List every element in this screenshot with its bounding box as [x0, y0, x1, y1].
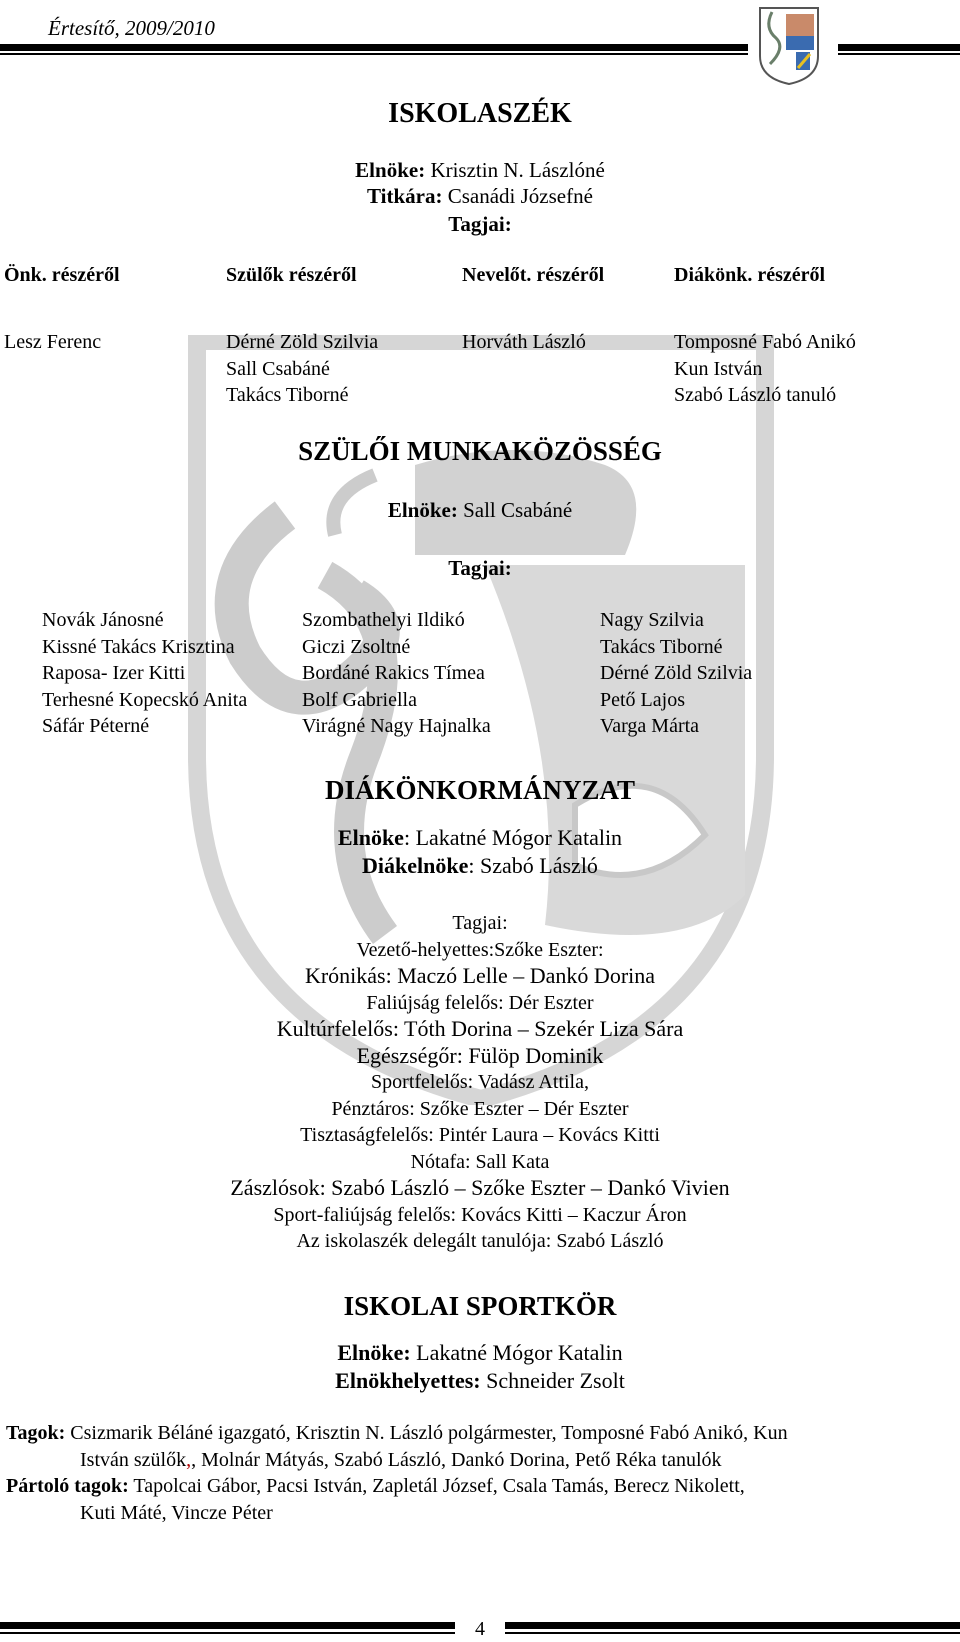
list-item: Krónikás: Maczó Lelle – Dankó Dorina	[304, 963, 656, 988]
chair-name: Sall Csabáné	[463, 498, 573, 522]
members-text-comma: ,	[186, 1448, 192, 1471]
iskolaszek-members-label	[0, 212, 960, 237]
list-item: Sportfelelős: Vadász Attila,	[371, 1071, 589, 1093]
sportkor-vice-chair	[0, 1368, 960, 1394]
sportkor-chair	[0, 1340, 960, 1366]
vice-chair-name: Schneider Zsolt	[486, 1368, 625, 1393]
list-item: Horváth László	[462, 331, 586, 353]
col-onk-members	[4, 329, 101, 356]
members-label: Tagjai:	[448, 556, 512, 580]
list-item: Dérné Zöld Szilvia	[600, 662, 753, 684]
header-rule-right	[838, 44, 960, 51]
supporters-line	[6, 1473, 956, 1500]
members-text-parents: István szülők	[80, 1448, 187, 1471]
list-item: Nagy Szilvia	[600, 609, 704, 631]
list-item: Virágné Nagy Hajnalka	[302, 715, 491, 737]
chair-label: Elnöke:	[387, 498, 458, 522]
chair-name: Krisztin N. Lászlóné	[430, 158, 605, 182]
szuloi-members-label	[0, 556, 960, 581]
list-item: Kissné Takács Krisztina	[42, 635, 235, 658]
list-item: Takács Tiborné	[226, 384, 349, 406]
list-item: Terhesné Kopecskó Anita	[42, 688, 248, 711]
student-chair-name: : Szabó László	[468, 853, 598, 878]
iskolaszek-secretary	[0, 184, 960, 209]
school-crest-logo	[756, 4, 822, 86]
list-item: Bolf Gabriella	[302, 688, 417, 711]
list-item: Sall Csabáné	[226, 357, 330, 380]
members-label: Tagok:	[6, 1422, 66, 1444]
col-title-diakonk: Diákönk. részéről	[674, 264, 826, 286]
dok-chair	[0, 825, 960, 851]
sportkor-heading: ISKOLAI SPORTKÖR	[343, 1291, 617, 1321]
list-item: Dérné Zöld Szilvia	[226, 331, 379, 353]
supporters-label: Pártoló tagok:	[6, 1475, 129, 1497]
list-item: Nótafa: Sall Kata	[410, 1150, 550, 1173]
publication-title: Értesítő, 2009/2010	[48, 16, 215, 40]
list-item: Novák Jánosné	[42, 609, 164, 631]
chair-label: Elnöke:	[337, 1340, 411, 1365]
chair-label: Elnöke	[337, 825, 404, 850]
list-item: Lesz Ferenc	[4, 331, 102, 353]
header-rule-left-thin	[0, 53, 748, 55]
col-title-nevelot: Nevelőt. részéről	[462, 264, 605, 286]
szuloi-col-3	[600, 607, 752, 740]
members-line	[6, 1420, 956, 1447]
list-item: Pető Lajos	[600, 688, 685, 711]
list-item: Tisztaságfelelős: Pintér Laura – Kovács Kitti	[300, 1124, 660, 1146]
list-item: Varga Márta	[600, 715, 700, 737]
members-text-students: , Molnár Mátyás, Szabó László, Dankó Dorina, Pető Réka tanulók	[191, 1448, 722, 1471]
page-number: 4	[475, 1618, 485, 1640]
list-item: Zászlósok: Szabó László – Szőke Eszter – Dankó Vivien	[230, 1175, 730, 1200]
list-item: Vezető-helyettes:Szőke Eszter:	[356, 938, 604, 961]
dok-student-chair	[0, 853, 960, 879]
iskolaszek-chair	[0, 158, 960, 183]
header-rule-right-thin	[838, 53, 960, 55]
members-line-cont	[6, 1447, 956, 1474]
diakonkormanyzat-heading: DIÁKÖNKORMÁNYZAT	[325, 775, 635, 805]
szuloi-chair	[0, 498, 960, 523]
list-item: Kun István	[674, 357, 763, 380]
col-title-szulok: Szülők részéről	[226, 264, 357, 286]
list-item: Sport-faliújság felelős: Kovács Kitti – Kaczur Áron	[273, 1203, 687, 1226]
list-item: Szabó László tanuló	[674, 384, 837, 406]
dok-members-list	[0, 910, 960, 1255]
supporters-line-cont: Kuti Máté, Vincze Péter	[80, 1501, 273, 1524]
szuloi-heading: SZÜLŐI MUNKAKÖZÖSSÉG	[298, 436, 662, 466]
vice-chair-label: Elnökhelyettes:	[335, 1368, 481, 1393]
members-label: Tagjai:	[448, 212, 512, 236]
col-szulok-members	[226, 329, 378, 409]
col-nevelot-members	[462, 329, 586, 356]
supporters-text: Tapolcai Gábor, Pacsi István, Zapletál József, Csala Tamás, Berecz Nikolett,	[133, 1475, 745, 1497]
chair-label: Elnöke:	[355, 158, 426, 182]
iskolaszek-heading: ISKOLASZÉK	[388, 98, 572, 129]
header-rule-left	[0, 44, 748, 51]
list-item: Giczi Zsoltné	[302, 635, 411, 658]
list-item: Pénztáros: Szőke Eszter – Dér Eszter	[331, 1097, 629, 1120]
list-item: Szombathelyi Ildikó	[302, 609, 465, 631]
list-item: Az iskolaszék delegált tanulója: Szabó László	[296, 1230, 664, 1252]
list-item: Raposa- Izer Kitti	[42, 662, 186, 684]
szuloi-col-2	[302, 607, 491, 740]
list-item: Takács Tiborné	[600, 635, 723, 658]
list-item: Tomposné Fabó Anikó	[674, 331, 856, 353]
chair-name: : Lakatné Mógor Katalin	[403, 825, 623, 850]
col-title-onk: Önk. részéről	[4, 264, 120, 286]
list-item: Sáfár Péterné	[42, 715, 150, 737]
list-item: Kultúrfelelős: Tóth Dorina – Szekér Liza Sára	[276, 1016, 684, 1041]
list-item: Egészségőr: Fülöp Dominik	[356, 1042, 604, 1068]
list-item: Faliújság felelős: Dér Eszter	[366, 991, 594, 1014]
student-chair-label: Diákelnöke	[362, 853, 469, 878]
list-item: Bordáné Rakics Tímea	[302, 662, 485, 684]
members-label: Tagjai:	[452, 912, 508, 934]
szuloi-col-1	[42, 607, 247, 740]
secretary-label: Titkára:	[367, 184, 443, 208]
sportkor-members-paragraph	[6, 1420, 956, 1526]
chair-name: Lakatné Mógor Katalin	[416, 1340, 623, 1365]
col-diakonk-members	[674, 329, 856, 409]
secretary-name: Csanádi Józsefné	[447, 184, 593, 208]
members-text: Csizmarik Béláné igazgató, Krisztin N. László polgármester, Tomposné Fabó Anikó, Kun	[70, 1422, 788, 1444]
